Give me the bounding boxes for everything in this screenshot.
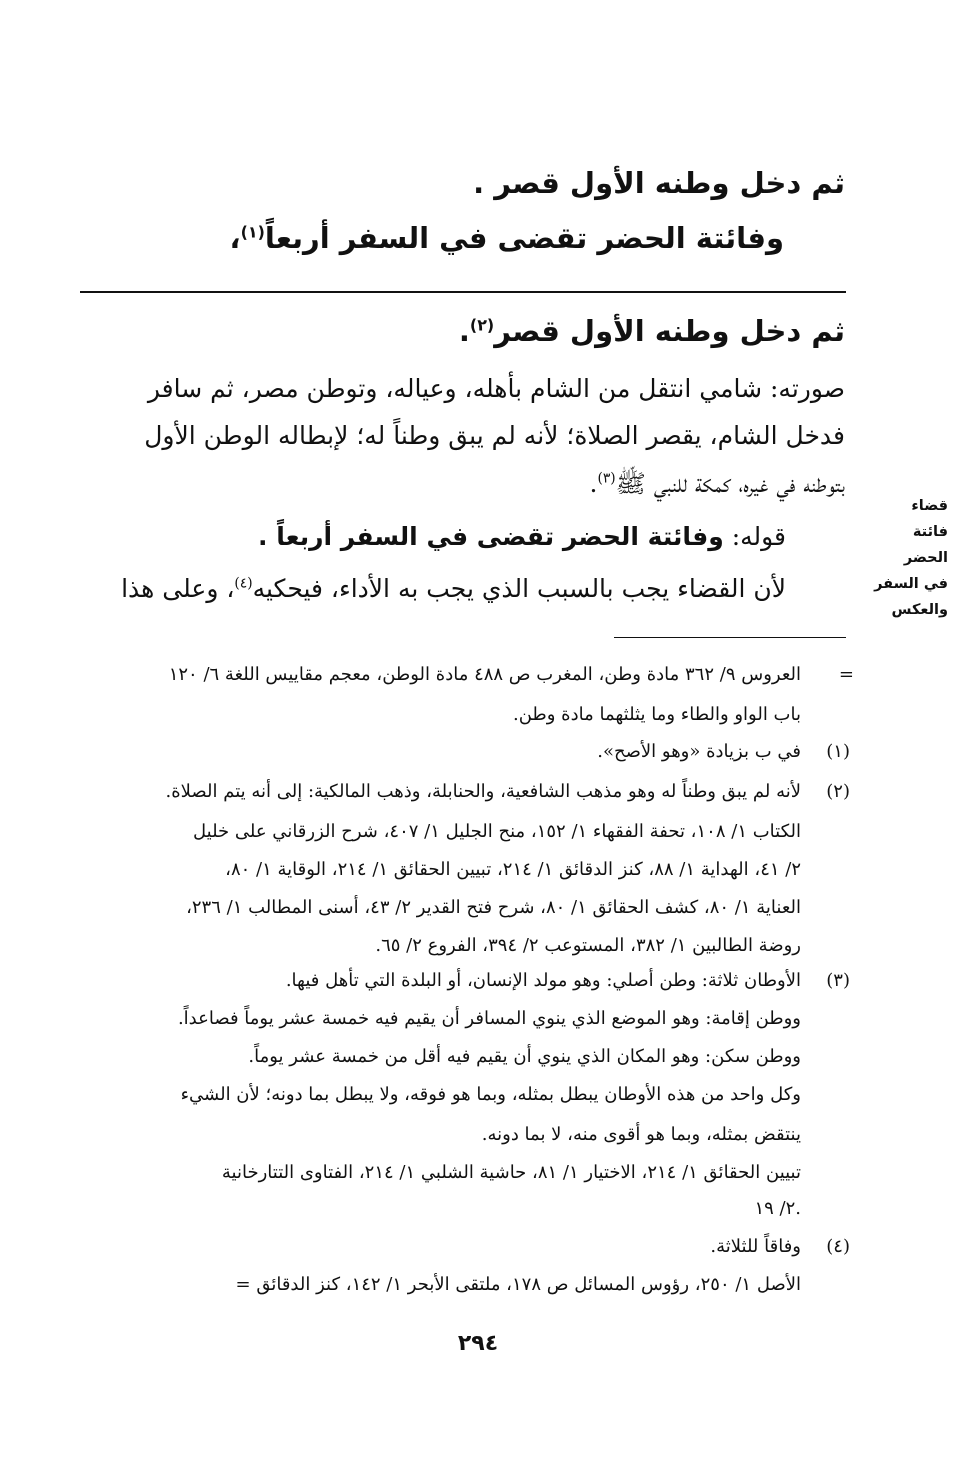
body-text: فدخل الشام، يقصر الصلاة؛ لأنه لم يبق وطناً له؛ لإبطاله الوطن الأول	[144, 421, 845, 450]
margin-note-line: في السفر	[874, 576, 948, 592]
footnote-ref: (٢)	[469, 315, 495, 335]
footnote-ref: (٤)	[234, 575, 253, 592]
footnote-text: العروس ٩/ ٣٦٢ مادة وطن، المغرب ص ٤٨٨ مادة الوطن، معجم مقاييس اللغة ٦/ ١٢٠	[168, 664, 801, 685]
heading-punct: .	[458, 314, 470, 348]
footnote-line	[513, 704, 801, 725]
footnote-text: الكتاب ١/ ١٠٨، تحفة الفقهاء ١/ ١٥٢، منح الجليل ١/ ٤٠٧، شرح الزرقاني على خليل	[193, 821, 801, 842]
matn-text: وفائتة الحضر تقضى في السفر أربعاً	[264, 221, 784, 255]
footnote-text: باب الواو والطاء وما يثلثهما مادة وطن.	[513, 704, 801, 725]
heading-text: ثم دخل وطنه الأول قصر	[494, 314, 845, 348]
margin-note	[868, 493, 948, 623]
footnote-line	[169, 664, 801, 685]
footnote-text: روضة الطالبين ١/ ٣٨٢، المستوعب ٢/ ٣٩٤، الفروع ٢/ ٦٥.	[375, 935, 801, 956]
footnote-line	[186, 897, 801, 918]
margin-note-line: والعكس	[891, 602, 948, 618]
footnote-text: لأنه لم يبق وطناً له وهو مذهب الشافعية، والحنابلة، وذهب المالكية: إلى أنه يتم الصلاة.	[165, 781, 801, 802]
footnote-line	[181, 1084, 801, 1105]
matn-line-2	[230, 221, 784, 255]
footnote-text: ووطن إقامة: وهو الموضع الذي ينوي المسافر أن يقيم فيه خمسة عشر يوماً فصاعداً.	[177, 1008, 801, 1029]
footnote-text: ووطن سكن: وهو المكان الذي ينوي أن يقيم فيه أقل من خمسة عشر يوماً.	[248, 1046, 801, 1067]
margin-note-line: قضاء	[911, 498, 948, 514]
footnote-text: وفاقاً للثلاثة.	[710, 1236, 801, 1257]
footnote-number: (٣)	[826, 970, 850, 991]
footnote-number: (١)	[826, 741, 850, 762]
footnote-number: (٤)	[826, 1236, 850, 1257]
footnote-line	[225, 859, 801, 880]
matn-text: ثم دخل وطنه الأول قصر .	[473, 166, 845, 200]
margin-note-line: الحضر	[903, 550, 948, 566]
matn-line-1	[473, 166, 845, 200]
footnote-line	[222, 1162, 801, 1183]
footnote-line	[754, 1198, 801, 1219]
body-text: صورته: شامي انتقل من الشام بأهله، وعياله، وتوطن مصر، ثم سافر	[147, 374, 845, 403]
footnote-text: وكل واحد من هذه الأوطان يبطل بمثله، وبما هو فوقه، ولا يبطل بما دونه؛ لأن الشيء	[180, 1084, 801, 1105]
margin-note-line: فائتة	[912, 524, 948, 540]
footnote-line	[482, 1124, 801, 1145]
footnote-line	[286, 970, 801, 991]
footnote-text: الأوطان ثلاثة: وطن أصلي: وهو مولد الإنسان، أو البلدة التي تأهل فيها.	[285, 970, 801, 991]
footnote-text: تبيين الحقائق ١/ ٢١٤، الاختيار ١/ ٨١، حاشية الشلبي ١/ ٢١٤، الفتاوى التتارخانية	[221, 1162, 801, 1183]
page-number: ٢٩٤	[457, 1331, 499, 1356]
footnote-ref: (١)	[240, 222, 265, 242]
footnote-line	[248, 1046, 801, 1067]
matn-punct: ،	[229, 221, 241, 255]
body-text: ، وعلى هذا	[121, 574, 235, 603]
footnote-text: ٢/ ١٩.	[754, 1198, 801, 1219]
footnote-line	[236, 1274, 801, 1295]
section-divider	[80, 291, 846, 293]
qawluh-prefix: قوله:	[731, 522, 786, 551]
sharh-heading	[459, 314, 845, 348]
footnote-text: ينتقض بمثله، وبما هو أقوى منه، لا بما دونه.	[481, 1124, 801, 1145]
qawluh-line	[258, 522, 786, 551]
footnote-line	[178, 1008, 801, 1029]
body-line	[144, 421, 845, 450]
quoted-matn: وفائتة الحضر تقضى في السفر أربعاً .	[258, 522, 724, 551]
body-text: بتوطنه في غيره، كمكة للنبي ﷺ	[615, 469, 845, 498]
body-text: لأن القضاء يجب بالسبب الذي يجب به الأداء، فيحكيه	[252, 574, 786, 603]
footnote-text: في ب بزيادة «وهو الأصح».	[597, 741, 801, 762]
body-line	[121, 574, 786, 603]
footnote-divider	[614, 637, 846, 638]
body-punct: .	[589, 469, 598, 498]
footnote-text: ٢/ ٤١، الهداية ١/ ٨٨، كنز الدقائق ١/ ٢١٤، تبيين الحقائق ١/ ٢١٤، الوقاية ١/ ٨٠،	[225, 859, 801, 880]
footnote-text: الأصل ١/ ٢٥٠، رؤوس المسائل ص ١٧٨، ملتقى الأبحر ١/ ١٤٢، كنز الدقائق =	[235, 1274, 801, 1295]
footnote-line	[710, 1236, 801, 1257]
footnote-ref: (٣)	[597, 470, 616, 487]
footnote-line	[193, 821, 801, 842]
footnote-text: العناية ١/ ٨٠، كشف الحقائق ١/ ٨٠، شرح فتح القدير ٢/ ٤٣، أسنى المطالب ١/ ٢٣٦،	[186, 897, 801, 918]
continuation-marker: =	[838, 664, 854, 685]
footnote-line	[375, 935, 801, 956]
body-line	[148, 374, 845, 403]
footnote-number: (٢)	[826, 781, 850, 802]
footnote-line	[597, 741, 801, 762]
body-line	[590, 468, 846, 505]
footnote-line	[166, 781, 801, 802]
